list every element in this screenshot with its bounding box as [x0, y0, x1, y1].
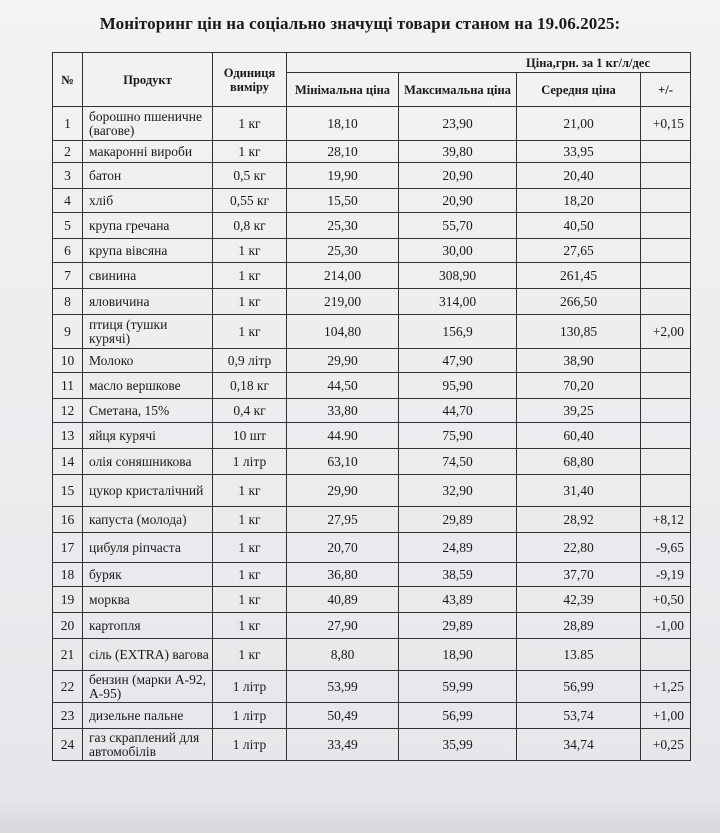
row-unit: 1 кг	[213, 507, 287, 533]
row-number: 10	[53, 349, 83, 373]
row-min-price: 53,99	[287, 671, 399, 703]
row-unit: 1 кг	[213, 263, 287, 289]
table-row	[53, 613, 691, 639]
row-min-price: 63,10	[287, 449, 399, 475]
row-unit: 0,18 кг	[213, 373, 287, 399]
row-unit: 1 літр	[213, 729, 287, 761]
table-row	[53, 163, 691, 189]
row-min-price: 33,49	[287, 729, 399, 761]
row-min-price: 104,80	[287, 315, 399, 349]
row-unit: 1 літр	[213, 703, 287, 729]
row-number: 24	[53, 729, 83, 761]
row-price-change: -1,00	[641, 613, 691, 639]
row-product: газ скраплений для автомобілів	[83, 729, 213, 761]
row-max-price: 55,70	[399, 213, 517, 239]
row-min-price: 44,50	[287, 373, 399, 399]
row-max-price: 75,90	[399, 423, 517, 449]
row-min-price: 44.90	[287, 423, 399, 449]
row-max-price: 38,59	[399, 563, 517, 587]
row-number: 7	[53, 263, 83, 289]
row-avg-price: 33,95	[517, 141, 641, 163]
row-price-change	[641, 263, 691, 289]
row-min-price: 25,30	[287, 213, 399, 239]
row-product: яловичина	[83, 289, 213, 315]
row-avg-price: 18,20	[517, 189, 641, 213]
row-product: батон	[83, 163, 213, 189]
row-number: 16	[53, 507, 83, 533]
row-max-price: 20,90	[399, 163, 517, 189]
row-price-change	[641, 163, 691, 189]
header-min: Мінімальна ціна	[287, 73, 399, 107]
row-product: бензин (марки А-92, А-95)	[83, 671, 213, 703]
row-max-price: 56,99	[399, 703, 517, 729]
row-avg-price: 266,50	[517, 289, 641, 315]
row-product: свинина	[83, 263, 213, 289]
row-product: крупа гречана	[83, 213, 213, 239]
row-avg-price: 70,20	[517, 373, 641, 399]
row-max-price: 29,89	[399, 613, 517, 639]
row-product: капуста (молода)	[83, 507, 213, 533]
row-product: макаронні вироби	[83, 141, 213, 163]
row-price-change: +2,00	[641, 315, 691, 349]
row-number: 3	[53, 163, 83, 189]
row-product: картопля	[83, 613, 213, 639]
row-avg-price: 34,74	[517, 729, 641, 761]
row-min-price: 29,90	[287, 475, 399, 507]
row-price-change: +0,25	[641, 729, 691, 761]
row-number: 12	[53, 399, 83, 423]
row-product: сіль (EXTRA) вагова	[83, 639, 213, 671]
row-min-price: 33,80	[287, 399, 399, 423]
row-number: 1	[53, 107, 83, 141]
row-product: хліб	[83, 189, 213, 213]
row-unit: 1 літр	[213, 671, 287, 703]
row-max-price: 39,80	[399, 141, 517, 163]
row-number: 11	[53, 373, 83, 399]
row-unit: 1 кг	[213, 613, 287, 639]
row-product: цукор кристалічний	[83, 475, 213, 507]
row-max-price: 44,70	[399, 399, 517, 423]
row-max-price: 32,90	[399, 475, 517, 507]
row-min-price: 29,90	[287, 349, 399, 373]
row-number: 14	[53, 449, 83, 475]
row-product: крупа вівсяна	[83, 239, 213, 263]
row-number: 18	[53, 563, 83, 587]
row-unit: 1 кг	[213, 239, 287, 263]
row-price-change: -9,19	[641, 563, 691, 587]
row-number: 13	[53, 423, 83, 449]
row-avg-price: 38,90	[517, 349, 641, 373]
row-price-change	[641, 423, 691, 449]
row-avg-price: 13.85	[517, 639, 641, 671]
row-number: 9	[53, 315, 83, 349]
row-number: 19	[53, 587, 83, 613]
row-unit: 0,5 кг	[213, 163, 287, 189]
row-number: 22	[53, 671, 83, 703]
row-max-price: 59,99	[399, 671, 517, 703]
table-row	[53, 587, 691, 613]
row-avg-price: 56,99	[517, 671, 641, 703]
row-avg-price: 21,00	[517, 107, 641, 141]
row-avg-price: 20,40	[517, 163, 641, 189]
row-unit: 0,8 кг	[213, 213, 287, 239]
row-min-price: 40,89	[287, 587, 399, 613]
row-max-price: 24,89	[399, 533, 517, 563]
table-row	[53, 213, 691, 239]
row-number: 21	[53, 639, 83, 671]
row-min-price: 219,00	[287, 289, 399, 315]
row-min-price: 15,50	[287, 189, 399, 213]
row-product: морква	[83, 587, 213, 613]
row-price-change	[641, 239, 691, 263]
row-product: Молоко	[83, 349, 213, 373]
table-row	[53, 189, 691, 213]
row-price-change: -9,65	[641, 533, 691, 563]
table-row	[53, 639, 691, 671]
table-row	[53, 449, 691, 475]
row-avg-price: 261,45	[517, 263, 641, 289]
row-unit: 0,4 кг	[213, 399, 287, 423]
row-avg-price: 39,25	[517, 399, 641, 423]
table-row	[53, 703, 691, 729]
row-unit: 1 кг	[213, 563, 287, 587]
row-number: 5	[53, 213, 83, 239]
table-row	[53, 373, 691, 399]
row-max-price: 43,89	[399, 587, 517, 613]
row-unit: 1 кг	[213, 315, 287, 349]
row-avg-price: 28,92	[517, 507, 641, 533]
row-number: 4	[53, 189, 83, 213]
row-price-change: +0,15	[641, 107, 691, 141]
row-product: яйця курячі	[83, 423, 213, 449]
row-price-change: +1,00	[641, 703, 691, 729]
row-min-price: 36,80	[287, 563, 399, 587]
table-row	[53, 289, 691, 315]
row-avg-price: 68,80	[517, 449, 641, 475]
row-price-change	[641, 189, 691, 213]
table-row	[53, 475, 691, 507]
row-price-change	[641, 349, 691, 373]
table-row	[53, 533, 691, 563]
row-max-price: 156,9	[399, 315, 517, 349]
row-max-price: 308,90	[399, 263, 517, 289]
header-max: Максимальна ціна	[399, 73, 517, 107]
table-row	[53, 507, 691, 533]
table-header-row	[53, 53, 691, 73]
row-max-price: 20,90	[399, 189, 517, 213]
row-unit: 1 літр	[213, 449, 287, 475]
row-min-price: 19,90	[287, 163, 399, 189]
row-unit: 0,55 кг	[213, 189, 287, 213]
row-product: цибуля ріпчаста	[83, 533, 213, 563]
table-row	[53, 263, 691, 289]
row-avg-price: 31,40	[517, 475, 641, 507]
row-price-change	[641, 213, 691, 239]
header-product: Продукт	[83, 53, 213, 107]
table-row	[53, 671, 691, 703]
table-row	[53, 399, 691, 423]
row-max-price: 30,00	[399, 239, 517, 263]
price-table	[52, 52, 691, 761]
row-number: 20	[53, 613, 83, 639]
row-price-change	[641, 141, 691, 163]
row-max-price: 29,89	[399, 507, 517, 533]
row-number: 23	[53, 703, 83, 729]
table-row	[53, 107, 691, 141]
table-row	[53, 423, 691, 449]
row-price-change	[641, 639, 691, 671]
table-row	[53, 315, 691, 349]
row-max-price: 23,90	[399, 107, 517, 141]
row-unit: 0,9 літр	[213, 349, 287, 373]
row-min-price: 20,70	[287, 533, 399, 563]
row-number: 17	[53, 533, 83, 563]
row-avg-price: 37,70	[517, 563, 641, 587]
row-price-change: +8,12	[641, 507, 691, 533]
row-max-price: 74,50	[399, 449, 517, 475]
row-min-price: 28,10	[287, 141, 399, 163]
header-unit: Одиниця виміру	[213, 53, 287, 107]
row-unit: 1 кг	[213, 107, 287, 141]
row-product: масло вершкове	[83, 373, 213, 399]
page-title: Моніторинг цін на соціально значущі товари станом на 19.06.2025:	[99, 14, 621, 33]
row-product: Сметана, 15%	[83, 399, 213, 423]
row-number: 6	[53, 239, 83, 263]
row-unit: 1 кг	[213, 533, 287, 563]
row-unit: 1 кг	[213, 639, 287, 671]
table-row	[53, 141, 691, 163]
row-unit: 1 кг	[213, 141, 287, 163]
page-shadow	[0, 793, 720, 833]
row-max-price: 47,90	[399, 349, 517, 373]
row-min-price: 27,95	[287, 507, 399, 533]
table-body	[53, 107, 691, 761]
row-avg-price: 27,65	[517, 239, 641, 263]
row-min-price: 8,80	[287, 639, 399, 671]
row-number: 15	[53, 475, 83, 507]
row-min-price: 27,90	[287, 613, 399, 639]
row-avg-price: 130,85	[517, 315, 641, 349]
row-max-price: 314,00	[399, 289, 517, 315]
row-price-change	[641, 399, 691, 423]
row-max-price: 18,90	[399, 639, 517, 671]
table-row	[53, 349, 691, 373]
header-diff: +/-	[641, 73, 691, 107]
row-unit: 1 кг	[213, 289, 287, 315]
row-avg-price: 42,39	[517, 587, 641, 613]
header-avg: Середня ціна	[517, 73, 641, 107]
row-max-price: 95,90	[399, 373, 517, 399]
row-product: дизельне пальне	[83, 703, 213, 729]
row-product: птиця (тушки курячі)	[83, 315, 213, 349]
row-unit: 1 кг	[213, 475, 287, 507]
header-price-group: Ціна,грн. за 1 кг/л/дес	[287, 53, 691, 73]
row-avg-price: 53,74	[517, 703, 641, 729]
row-avg-price: 22,80	[517, 533, 641, 563]
row-product: борошно пшеничне (вагове)	[83, 107, 213, 141]
row-avg-price: 60,40	[517, 423, 641, 449]
row-unit: 10 шт	[213, 423, 287, 449]
row-price-change	[641, 449, 691, 475]
row-price-change	[641, 289, 691, 315]
table-row	[53, 563, 691, 587]
row-number: 8	[53, 289, 83, 315]
row-min-price: 214,00	[287, 263, 399, 289]
row-min-price: 18,10	[287, 107, 399, 141]
row-product: олія соняшникова	[83, 449, 213, 475]
table-row	[53, 729, 691, 761]
row-product: буряк	[83, 563, 213, 587]
row-number: 2	[53, 141, 83, 163]
row-price-change	[641, 475, 691, 507]
row-unit: 1 кг	[213, 587, 287, 613]
table-row	[53, 239, 691, 263]
header-num: №	[53, 53, 83, 107]
row-min-price: 25,30	[287, 239, 399, 263]
row-max-price: 35,99	[399, 729, 517, 761]
row-min-price: 50,49	[287, 703, 399, 729]
row-price-change	[641, 373, 691, 399]
row-price-change: +0,50	[641, 587, 691, 613]
row-avg-price: 28,89	[517, 613, 641, 639]
row-price-change: +1,25	[641, 671, 691, 703]
row-avg-price: 40,50	[517, 213, 641, 239]
